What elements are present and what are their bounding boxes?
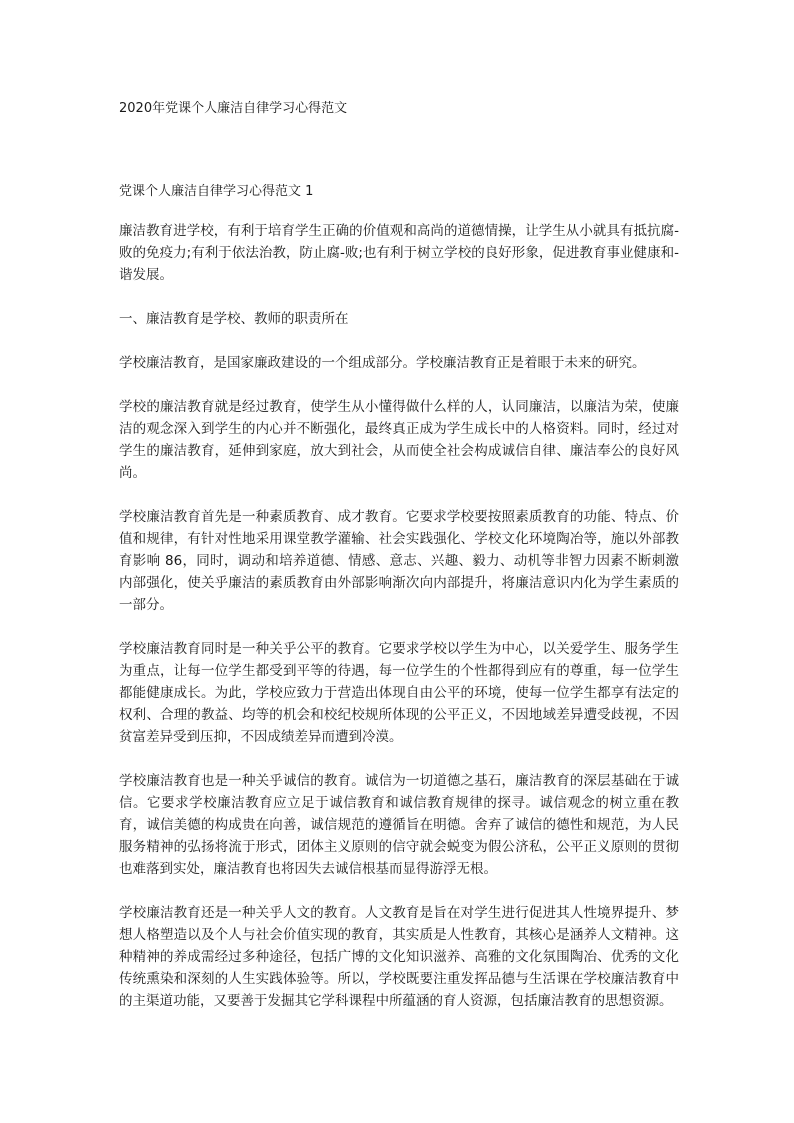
- paragraph-intro: 廉洁教育进学校，有利于培育学生正确的价值观和高尚的道德情操，让学生从小就具有抵抗腐-败的免疫力;有利于依法治教，防止腐-败;也有利于树立学校的良好形象，促进教育事业健康和-谐发展。: [119, 223, 679, 283]
- paragraph-heading: 一、廉洁教育是学校、教师的职责所在: [119, 311, 349, 327]
- paragraph: 学校的廉洁教育就是经过教育，使学生从小懂得做什么样的人，认同廉洁，以廉洁为荣，使廉洁的观念深入到学生的内心并不断强化，最终真正成为学生成长中的人格资料。同时，经过对学生的廉洁教育，延伸到家庭，放大到社会，从而使全社会构成诚信自律、廉洁奉公的良好风尚。: [119, 399, 679, 481]
- document-body: [119, 220, 679, 1034]
- paragraph: 学校廉洁教育同时是一种关乎公平的教育。它要求学校以学生为中心，以关爱学生、服务学生为重点，让每一位学生都受到平等的待遇，每一位学生的个性都得到应有的尊重，每一位学生都能健康成长。为此，学校应致力于营造出体现自由公平的环境，使每一位学生都享有法定的权利、合理的教益、均等的机会和校纪校规所体现的公平正义，不因地域差异遭受歧视，不因贫富差异受到压抑，不因成绩差异而遭到冷漠。: [119, 641, 679, 745]
- document-title: 2020年党课个人廉洁自律学习心得范文: [119, 101, 348, 116]
- paragraph: 学校廉洁教育也是一种关乎诚信的教育。诚信为一切道德之基石，廉洁教育的深层基础在于诚信。它要求学校廉洁教育应立足于诚信教育和诚信教育规律的探寻。诚信观念的树立重在教育，诚信美德的构成贵在向善，诚信规范的遵循旨在明德。舍弃了诚信的德性和规范，为人民服务精神的弘扬将流于形式，团体主义原则的信守就会蜕变为假公济私，公平正义原则的贯彻也难落到实处，廉洁教育也将因失去诚信根基而显得游浮无根。: [119, 773, 679, 877]
- section-title: 党课个人廉洁自律学习心得范文 1: [119, 184, 314, 199]
- paragraph: 学校廉洁教育首先是一种素质教育、成才教育。它要求学校要按照素质教育的功能、特点、价值和规律，有针对性地采用课堂教学灌输、社会实践强化、学校文化环境陶冶等，施以外部教育影响 86，同时，调动和培养道德、情感、意志、兴趣、毅力、动机等非智力因素不断刺激内部强化，使关乎廉洁的素质教育由外部影响渐次向内部提升，将廉洁意识内化为学生素质的一部分。: [119, 509, 679, 613]
- paragraph: 学校廉洁教育，是国家廉政建设的一个组成部分。学校廉洁教育正是着眼于未来的研究。: [119, 355, 646, 371]
- paragraph: 学校廉洁教育还是一种关乎人文的教育。人文教育是旨在对学生进行促进其人性境界提升、梦想人格塑造以及个人与社会价值实现的教育，其实质是人性教育，其核心是涵养人文精神。这种精神的养成需经过多种途径，包括广博的文化知识滋养、高雅的文化氛围陶冶、优秀的文化传统熏染和深刻的人生实践体验等。所以，学校既要注重发挥品德与生活课在学校廉洁教育中的主渠道功能，又要善于发掘其它学科课程中所蕴涵的育人资源，包括廉洁教育的思想资源。: [119, 905, 679, 1009]
